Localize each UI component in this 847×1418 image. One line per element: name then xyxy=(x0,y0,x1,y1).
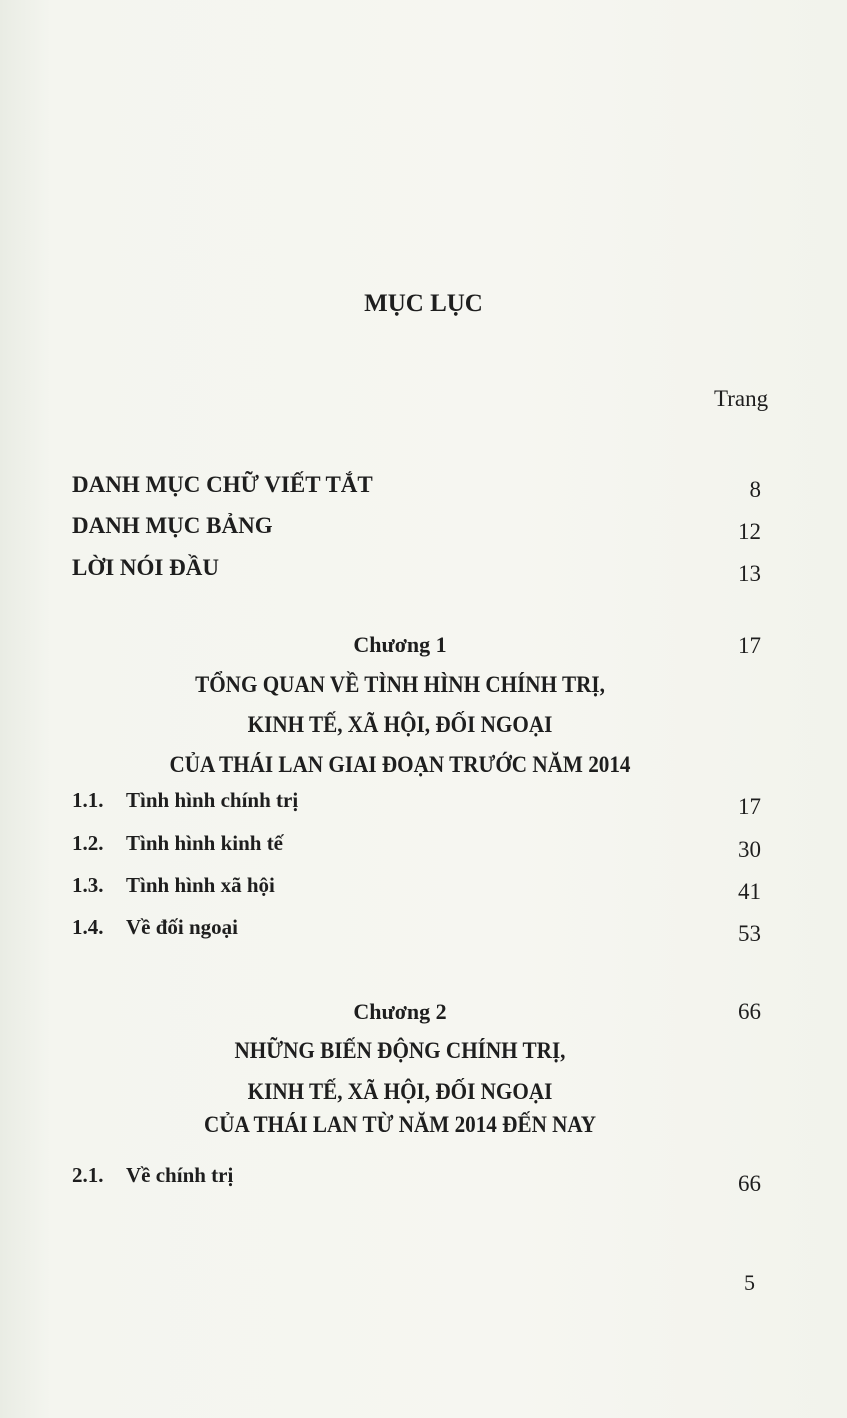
toc-page: 8 xyxy=(749,477,761,502)
chapter-1-heading: KINH TẾ, XÃ HỘI, ĐỐI NGOẠI xyxy=(247,712,553,737)
section-label: Về chính trị xyxy=(126,1163,234,1187)
section-label: Về đối ngoại xyxy=(126,915,239,939)
page-title: MỤC LỤC xyxy=(364,290,483,317)
section-label: Tình hình kinh tế xyxy=(126,831,284,855)
chapter-1-heading: CỦA THÁI LAN GIAI ĐOẠN TRƯỚC NĂM 2014 xyxy=(169,752,631,777)
section-number: 2.1. xyxy=(72,1163,104,1187)
toc-page: 53 xyxy=(738,921,761,946)
toc-entry-tables: DANH MỤC BẢNG xyxy=(72,513,273,538)
page-column-label: Trang xyxy=(714,386,769,411)
chapter-1-label: Chương 1 xyxy=(353,632,447,657)
toc-entry-abbreviations: DANH MỤC CHỮ VIẾT TẮT xyxy=(72,472,373,497)
toc-page: 17 xyxy=(738,794,761,819)
toc-page: 13 xyxy=(738,561,761,586)
toc-entry-preface: LỜI NÓI ĐẦU xyxy=(72,555,219,580)
chapter-2-heading: KINH TẾ, XÃ HỘI, ĐỐI NGOẠI xyxy=(247,1079,553,1104)
page-number: 5 xyxy=(744,1270,755,1295)
toc-page: 30 xyxy=(738,837,761,862)
section-number: 1.3. xyxy=(72,873,104,897)
toc-page: 66 xyxy=(738,999,761,1024)
chapter-1-heading: TỔNG QUAN VỀ TÌNH HÌNH CHÍNH TRỊ, xyxy=(195,672,605,697)
toc-page: 12 xyxy=(738,519,761,544)
toc-page: 41 xyxy=(738,879,761,904)
chapter-2-heading: NHỮNG BIẾN ĐỘNG CHÍNH TRỊ, xyxy=(234,1038,566,1063)
chapter-2-heading: CỦA THÁI LAN TỪ NĂM 2014 ĐẾN NAY xyxy=(203,1112,597,1137)
section-label: Tình hình xã hội xyxy=(126,873,275,897)
section-number: 1.4. xyxy=(72,915,104,939)
toc-page: 66 xyxy=(738,1171,761,1196)
chapter-2-label: Chương 2 xyxy=(353,999,447,1024)
section-number: 1.1. xyxy=(72,788,104,812)
toc-page: 17 xyxy=(738,633,761,658)
section-number: 1.2. xyxy=(72,831,104,855)
section-label: Tình hình chính trị xyxy=(126,788,299,812)
